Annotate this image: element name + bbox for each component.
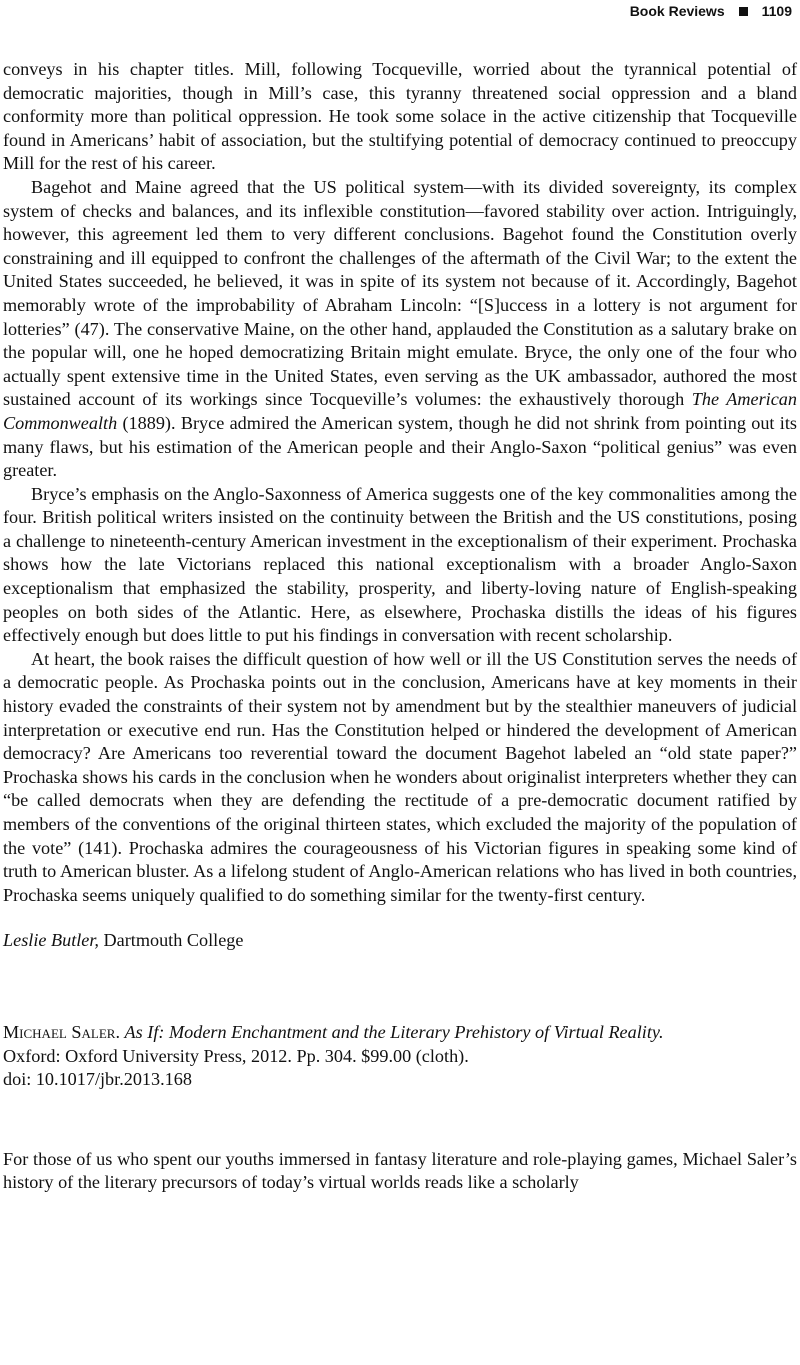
book-title: As If: Modern Enchantment and the Literary Prehistory of Virtual Reality. <box>124 1021 664 1042</box>
book-doi: doi: 10.1017/jbr.2013.168 <box>3 1069 192 1090</box>
reviewer-affiliation: Dartmouth College <box>98 930 244 951</box>
paragraph-2 <box>3 176 797 483</box>
book-citation <box>3 1021 797 1092</box>
book-title-american-commonwealth: The American Commonwealth <box>3 389 797 433</box>
paragraph-2-text-before: Bagehot and Maine agreed that the US political system—with its divided sovereignty, its complex system of checks and balances, and its inflexible constitution—favored stability over action. Intriguingly, however, this agreement led them to very different conclusions. Bagehot found the Constitution overly constraining and ill equipped to confront the challenges of the aftermath of the Civil War; to the extent the United States succeeded, he believed, it was in spite of its system not because of it. Accordingly, Bagehot memorably wrote of the improbability of Abraham Lincoln: “[S]uccess in a lottery is not argument for lotteries” (47). The conservative Maine, on the other hand, applauded the Constitution as a salutary brake on the popular will, one he hoped democratizing Britain might emulate. Bryce, the only one of the four who actually spent extensive time in the United States, even serving as the UK ambassador, authored the most sustained account of its workings since Tocqueville’s volumes: the exhaustively thorough <box>3 176 797 410</box>
page-number: 1109 <box>761 3 792 19</box>
citation-line-1: Michael Saler. As If: Modern Enchantment and the Literary Prehistory of Virtual Reality. <box>3 1021 664 1042</box>
running-header <box>630 0 792 22</box>
paragraph-3: Bryce’s emphasis on the Anglo-Saxonness of America suggests one of the key commonalities among the four. British political writers insisted on the continuity between the British and the US constitutions, posing a challenge to nineteenth-century American investment in the exceptionalism of their experiment. Prochaska shows how the late Victorians replaced this national exceptionalism with a broader Anglo-Saxon exceptionalism that emphasized the stability, prosperity, and liberty-loving nature of English-speaking peoples on both sides of the Atlantic. Here, as elsewhere, Prochaska distills the ideas of his figures effectively enough but does little to put his findings in conversation with recent scholarship. <box>3 483 797 646</box>
article-body <box>3 58 797 1195</box>
reviewer-signature <box>3 929 797 953</box>
book-publication-info: Oxford: Oxford University Press, 2012. Pp. 304. $99.00 (cloth). <box>3 1045 469 1066</box>
book-author: Michael Saler <box>3 1021 116 1042</box>
next-review-opening: For those of us who spent our youths immersed in fantasy literature and role-playing games, Michael Saler’s history of the literary precursors of today’s virtual worlds reads like a scholarly <box>3 1148 797 1193</box>
paragraph-4: At heart, the book raises the difficult question of how well or ill the US Constitution serves the needs of a democratic people. As Prochaska points out in the conclusion, Americans have at key moments in their history evaded the constraints of their system not by amendment but by the stealthier maneuvers of judicial interpretation or executive end run. Has the Constitution helped or hindered the development of American democracy? Are Americans too reverential toward the document Bagehot labeled an “old state paper?” Prochaska shows his cards in the conclusion when he wonders about originalist interpreters whether they can “be called democrats when they are defending the rectitude of a pre-democratic document ratified by members of the conventions of the original thirteen states, which excluded the majority of the population of the vote” (141). Prochaska admires the courageousness of his Victorian figures in speaking some kind of truth to American bluster. As a lifelong student of Anglo-American relations who has lived in both countries, Prochaska seems uniquely qualified to do something similar for the twenty-first century. <box>3 648 797 905</box>
paragraph-1: conveys in his chapter titles. Mill, following Tocqueville, worried about the tyrannical potential of democratic majorities, though in Mill’s case, this tyranny threatened social oppression and a bland conformity more than political oppression. He took some solace in the active citizenship that Tocqueville found in Americans’ habit of association, but the stultifying potential of democracy continued to preoccupy Mill for the rest of his career. <box>3 59 797 174</box>
separator-square-icon <box>739 7 748 16</box>
journal-section-title: Book Reviews <box>629 3 725 19</box>
paragraph-2-text-after: (1889). Bryce admired the American system, though he did not shrink from pointing out its many flaws, but his estimation of the American people and their Anglo-Saxon “political genius” was even greater. <box>3 412 797 481</box>
reviewer-name: Leslie Butler, <box>3 930 99 951</box>
